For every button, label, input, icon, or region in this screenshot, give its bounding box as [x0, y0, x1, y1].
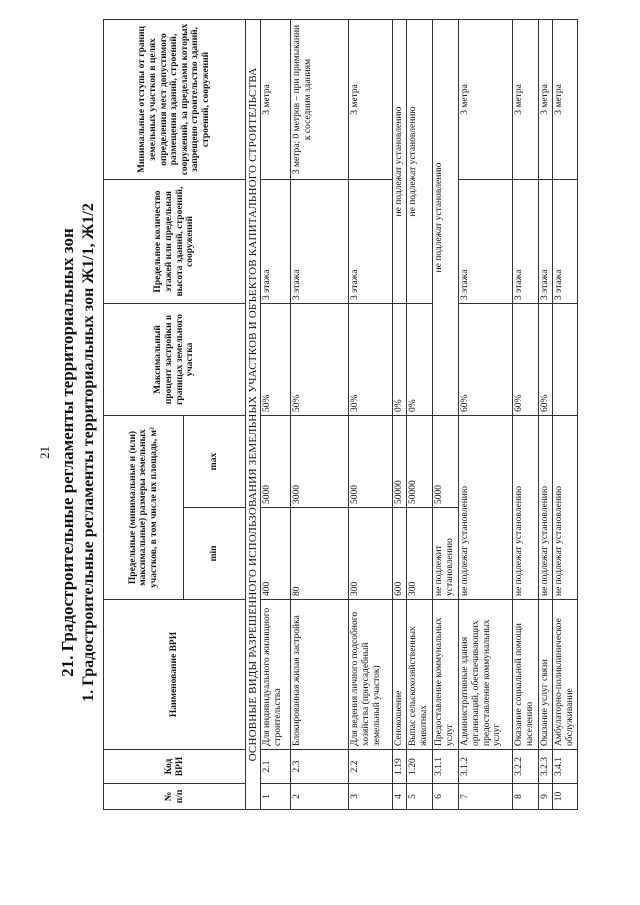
- cell-rest: не подлежат установлению: [433, 20, 459, 416]
- section-heading: 21. Градостроительные регламенты территориальных зон: [58, 228, 77, 677]
- cell-name: Амбулаторно-поликлиническое обслуживание: [553, 600, 577, 750]
- cell-setback: 3 метра: [459, 20, 513, 180]
- cell-min: 300: [407, 508, 433, 600]
- header-min: min: [184, 508, 246, 600]
- cell-name: Блокированная жилая застройка: [291, 600, 349, 750]
- cell-max: 5000: [349, 416, 393, 508]
- cell-setback: 3 метра: [349, 20, 393, 180]
- cell-percent: 60%: [513, 304, 539, 416]
- cell-percent: [553, 304, 577, 416]
- header-percent: Максимальный процент застройки в границах земельного участка: [104, 304, 246, 416]
- cell-name: Предоставление коммунальных услуг: [433, 600, 459, 750]
- cell-num: 8: [513, 784, 539, 810]
- cell-percent: 0%: [407, 304, 433, 416]
- cell-name: Для ведения личного подсобного хозяйства (приусадебный земельный участок): [349, 600, 393, 750]
- cell-num: 3: [349, 784, 393, 810]
- cell-max: 3000: [291, 416, 349, 508]
- cell-floors: 3 этажа: [539, 180, 553, 304]
- cell-floors: 3 этажа: [459, 180, 513, 304]
- cell-percent: 30%: [349, 304, 393, 416]
- cell-setback: 3 метра: [553, 20, 577, 180]
- cell-name: Для индивидуального жилищного строительства: [261, 600, 291, 750]
- cell-floors: 3 этажа: [513, 180, 539, 304]
- cell-max: 50000: [407, 416, 433, 508]
- cell-minmax: не подлежат установлению: [513, 416, 539, 600]
- cell-floors-setback: не подлежат установлению: [407, 20, 433, 304]
- cell-num: 6: [433, 784, 459, 810]
- header-floors: Предельное количество этажей или предельная высота зданий, строений, сооружений: [104, 180, 246, 304]
- cell-code: 3.2.2: [513, 750, 539, 784]
- cell-code: 2.1: [261, 750, 291, 784]
- cell-setback: 3 метра: [261, 20, 291, 180]
- header-name: Наименование ВРИ: [104, 600, 246, 750]
- cell-floors: 3 этажа: [349, 180, 393, 304]
- table-row: [407, 20, 433, 810]
- cell-name: Оказание социальной помощи населению: [513, 600, 539, 750]
- table-row: [513, 20, 539, 810]
- cell-code: 3.4.1: [553, 750, 577, 784]
- cell-name: Сенокошение: [393, 600, 407, 750]
- regulations-table: [103, 19, 578, 810]
- cell-max: 5000: [433, 416, 459, 508]
- cell-min: 80: [291, 508, 349, 600]
- cell-name: Административные здания организаций, обеспечивающих предоставление коммунальных услуг: [459, 600, 513, 750]
- cell-name: Выпас сельскохозяйственных животных: [407, 600, 433, 750]
- header-area: [104, 416, 184, 600]
- subsection-heading: 1. Градостроительные регламенты территориальных зон Ж1/1, Ж1/2: [80, 203, 97, 702]
- header-area-text: Предельные (минимальные и (или) максимальные) размеры земельных участков, в том числе их площадь, м²: [127, 427, 159, 588]
- cell-name: Оказание услуг связи: [539, 600, 553, 750]
- cell-floors-setback: не подлежат установлению: [393, 20, 407, 304]
- cell-code: 1.20: [407, 750, 433, 784]
- cell-minmax: не подлежат установлению: [553, 416, 577, 600]
- cell-num: 10: [553, 784, 577, 810]
- cell-code: 3.1.2: [459, 750, 513, 784]
- header-code: Код ВРИ: [104, 750, 246, 784]
- table-row: [539, 20, 553, 810]
- table-row: [349, 20, 393, 810]
- cell-max: 5000: [261, 416, 291, 508]
- cell-min: не подлежит установлению: [433, 508, 459, 600]
- cell-percent: 60%: [459, 304, 513, 416]
- cell-percent: 50%: [261, 304, 291, 416]
- cell-percent: 50%: [291, 304, 349, 416]
- cell-code: 2.3: [291, 750, 349, 784]
- table-row: [433, 20, 459, 810]
- cell-num: 5: [407, 784, 433, 810]
- header-setback: Минимальные отступы от границ земельных участков в целях определения мест допустимого размещения зданий, строений, сооружений, за пределами которых запрещено строительство зданий, строений, сооружений: [104, 20, 246, 180]
- cell-min: 400: [261, 508, 291, 600]
- table-row: [393, 20, 407, 810]
- cell-num: 1: [261, 784, 291, 810]
- cell-min: 600: [393, 508, 407, 600]
- cell-floors: 3 этажа: [553, 180, 577, 304]
- cell-num: 4: [393, 784, 407, 810]
- cell-floors: 3 этажа: [291, 180, 349, 304]
- table-row: [553, 20, 577, 810]
- cell-num: 9: [539, 784, 553, 810]
- cell-code: 2.2: [349, 750, 393, 784]
- table-row: [261, 20, 291, 810]
- cell-code: 3.2.3: [539, 750, 553, 784]
- cell-num: 2: [291, 784, 349, 810]
- header-num: № п/п: [104, 784, 246, 810]
- cell-floors: 3 этажа: [261, 180, 291, 304]
- section-title: ОСНОВНЫЕ ВИДЫ РАЗРЕШЕННОГО ИСПОЛЬЗОВАНИЯ ЗЕМЕЛЬНЫХ УЧАСТКОВ И ОБЪЕКТОВ КАПИТАЛЬНОГО СТРОИТЕЛЬСТВА: [246, 20, 261, 810]
- cell-min: 300: [349, 508, 393, 600]
- table-row: [291, 20, 349, 810]
- header-max: max: [184, 416, 246, 508]
- cell-max: 50000: [393, 416, 407, 508]
- cell-setback: 3 метра: [539, 20, 553, 180]
- cell-minmax: не подлежат установлению: [459, 416, 513, 600]
- cell-num: 7: [459, 784, 513, 810]
- cell-percent: 60%: [539, 304, 553, 416]
- cell-setback: 3 метра: [513, 20, 539, 180]
- cell-minmax: не подлежат установлению: [539, 416, 553, 600]
- table-row: [459, 20, 513, 810]
- cell-code: 3.1.1: [433, 750, 459, 784]
- cell-percent: 0%: [393, 304, 407, 416]
- page-number: 21: [37, 446, 52, 459]
- cell-setback: 3 метра; 0 метров – при примыкании к соседним зданиям: [291, 20, 349, 180]
- cell-code: 1.19: [393, 750, 407, 784]
